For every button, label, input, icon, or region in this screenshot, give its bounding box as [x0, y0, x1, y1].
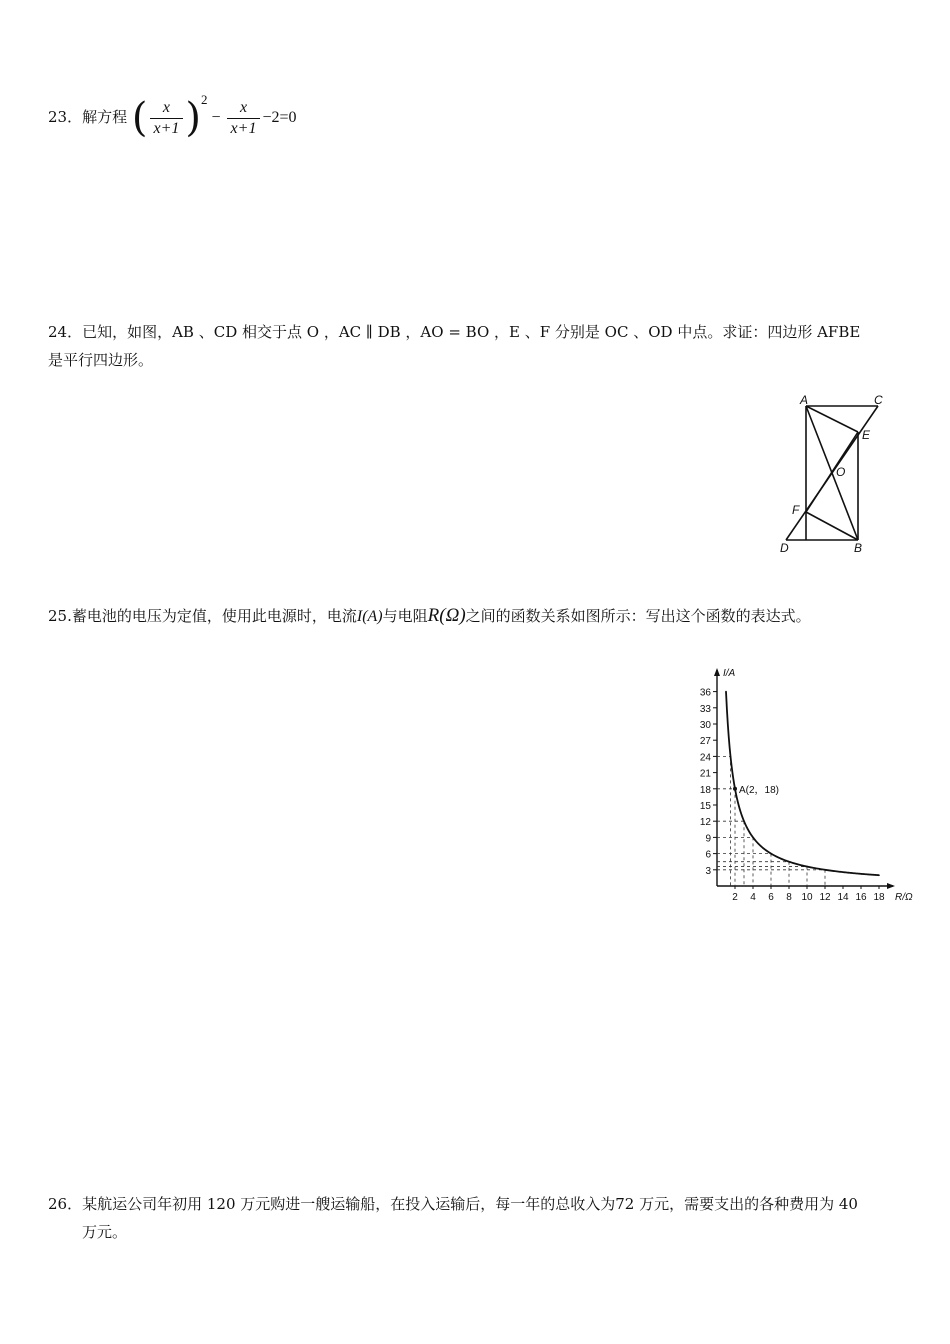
label-F: F [792, 503, 800, 517]
inverse-proportion-chart [690, 664, 930, 904]
question-24 [48, 320, 860, 372]
series-curve [726, 692, 879, 876]
question-26 [48, 1192, 858, 1244]
data-point [878, 874, 880, 876]
question-number: 26． [48, 1195, 83, 1213]
data-point [860, 873, 862, 875]
y-tick-label: 24 [699, 752, 711, 764]
current-symbol: I(A) [356, 608, 383, 625]
parallelogram-figure [770, 392, 900, 557]
y-tick-label: 30 [699, 720, 711, 731]
question-number: 24． [48, 323, 83, 341]
data-point [743, 820, 745, 822]
x-tick-label: 10 [801, 892, 813, 903]
data-point [824, 869, 826, 871]
data-point [725, 691, 727, 693]
y-axis-label: I/A [723, 668, 736, 679]
x-tick-label: 14 [837, 892, 849, 903]
x-tick-label: 8 [786, 892, 792, 903]
annotation-label: A(2，18) [739, 784, 780, 796]
question-number: 23． [48, 108, 83, 126]
y-tick-label: 21 [699, 768, 711, 780]
y-tick-label: 15 [699, 801, 711, 812]
data-point [752, 837, 754, 839]
x-tick-label: 12 [819, 892, 831, 903]
equation: ( $\frac{x}{x+1}$ )$^2$ − $\frac{x}{x+1}$ −2=0 [131, 92, 297, 142]
question-text: 解方程 [82, 108, 128, 126]
question-23 [48, 88, 297, 142]
question-25: 25.蓄电池的电压为定值，使用此电源时，电流I(A)与电阻R(Ω)之间的函数关系如图所示：写出这个函数的表达式。 [48, 605, 811, 626]
y-tick-label: 12 [699, 817, 711, 829]
y-tick-label: 6 [705, 849, 711, 861]
question-26-line1: 26．某航运公司年初用 120 万元购进一艘运输船，在投入运输后，每一年的总收入为72 万元，需要支出的各种费用为 40 [48, 1195, 858, 1213]
x-axis-arrow [887, 883, 895, 889]
x-tick-label: 16 [855, 892, 867, 903]
question-24-line1: 24．已知，如图，AB 、CD 相交于点 O ，AC ∥ DB ，AO = BO ，E 、F 分别是 OC 、OD 中点。求证：四边形 AFBE [48, 323, 861, 341]
x-tick-label: 18 [873, 892, 885, 903]
x-axis-label: R/Ω [895, 892, 913, 903]
data-point [770, 853, 772, 855]
fraction: $\frac{x}{x+1}$ [227, 98, 261, 139]
y-tick-label: 27 [699, 736, 711, 748]
y-tick-label: 9 [705, 833, 711, 845]
label-B: B [854, 541, 863, 555]
y-tick-label: 33 [699, 703, 711, 715]
label-E: E [862, 428, 871, 442]
y-tick-label: 3 [705, 865, 711, 877]
resistance-symbol: R(Ω) [427, 605, 466, 626]
question-number: 25. [48, 607, 72, 625]
label-O: O [836, 465, 846, 479]
annotation-point [733, 787, 737, 791]
label-A: A [800, 393, 809, 407]
data-point [788, 861, 790, 863]
y-tick-label: 18 [699, 784, 711, 796]
x-tick-label: 6 [768, 892, 774, 903]
x-tick-label: 2 [732, 892, 738, 903]
y-tick-label: 36 [699, 687, 711, 699]
label-D: D [780, 541, 789, 555]
data-point [842, 871, 844, 873]
x-tick-label: 4 [750, 892, 756, 903]
question-26-line2: 万元。 [82, 1223, 128, 1241]
data-point [806, 866, 808, 868]
question-24-line2: 是平行四边形。 [48, 351, 154, 369]
fraction: $\frac{x}{x+1}$ [150, 98, 184, 139]
label-C: C [874, 393, 883, 407]
data-point [730, 756, 732, 758]
y-axis-arrow [714, 668, 720, 676]
